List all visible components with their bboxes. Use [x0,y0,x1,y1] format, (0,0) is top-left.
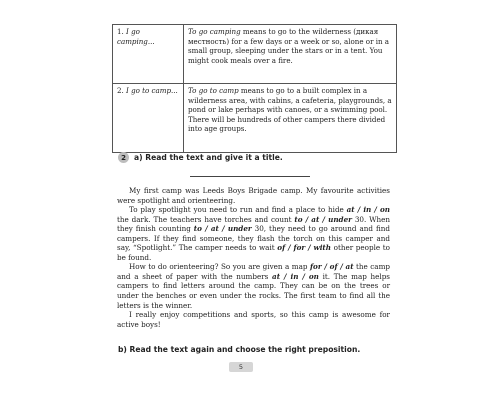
preposition-choice: of / for / with [277,243,331,253]
task-2b-instruction: b) Read the text again and choose the right preposition. [118,345,361,354]
term-cell [113,84,184,153]
definition-phrase: To go to camp [188,86,239,95]
text-span: To play spotlight you need to run and find a place to hide [129,205,347,215]
term-cell [113,25,184,84]
page-number: 5 [229,362,253,372]
term: I go to camp... [126,86,178,95]
task-number-badge: 2 [118,152,129,163]
task-2-heading [118,152,283,163]
title-answer-line [190,176,310,177]
preposition-choice: for / of / at [309,262,354,272]
row-number: 1. [117,27,124,36]
definition-text: means to go to the wilderness (дикая местность) for a few days or a week or so, alone or in a small group, sleeping under the stars or in a tent. You might cook meals over a fire. [188,27,390,65]
text-span: 30, they need to go around and find campers. If they find someone, they flash the torch on this camper and say, “Spotlight.” The camper needs to wait [117,224,390,253]
preposition-choice: at / in / on [272,271,319,281]
preposition-choice: to / at / under [193,224,252,234]
text-span: 30. When they finish counting [117,214,391,234]
row-number: 2. [117,86,124,95]
definition-cell [184,84,397,153]
reading-text [117,186,390,329]
paragraph-3 [117,262,390,310]
text-span: other people to be found. [117,243,390,262]
text-span: it. The map helps campers to find letters around the camp. They can be on the trees or under the benches or even under the rocks. The first team to find all the letters is the winner. [117,271,390,310]
vocabulary-table [112,24,397,153]
definition-text: means to go to a built complex in a wilderness area, with cabins, a cafeteria, playgrounds, a pond or lake perhaps with canoes, or a swimming pool. There will be hundreds of other campers there divided into age groups. [188,86,392,134]
text-span: the dark. The teachers have torches and count [117,214,295,224]
definition-cell [184,25,397,84]
text-span: How to do orienteering? So you are given a map [129,262,310,272]
paragraph-1: My first camp was Leeds Boys Brigade camp. My favourite activities were spotlight and orienteering. [117,186,390,205]
table-row [113,25,397,84]
preposition-choice: at / in / on [346,205,390,215]
table-row [113,84,397,153]
term: I go camping... [117,27,155,46]
paragraph-4: I really enjoy competitions and sports, so this camp is awesome for active boys! [117,310,390,329]
text-span: the camp and a sheet of paper with the numbers [117,262,391,281]
preposition-choice: to / at / under [294,214,352,224]
task-2a-instruction: a) Read the text and give it a title. [134,153,283,162]
paragraph-2 [117,205,390,262]
definition-phrase: To go camping [188,27,241,36]
